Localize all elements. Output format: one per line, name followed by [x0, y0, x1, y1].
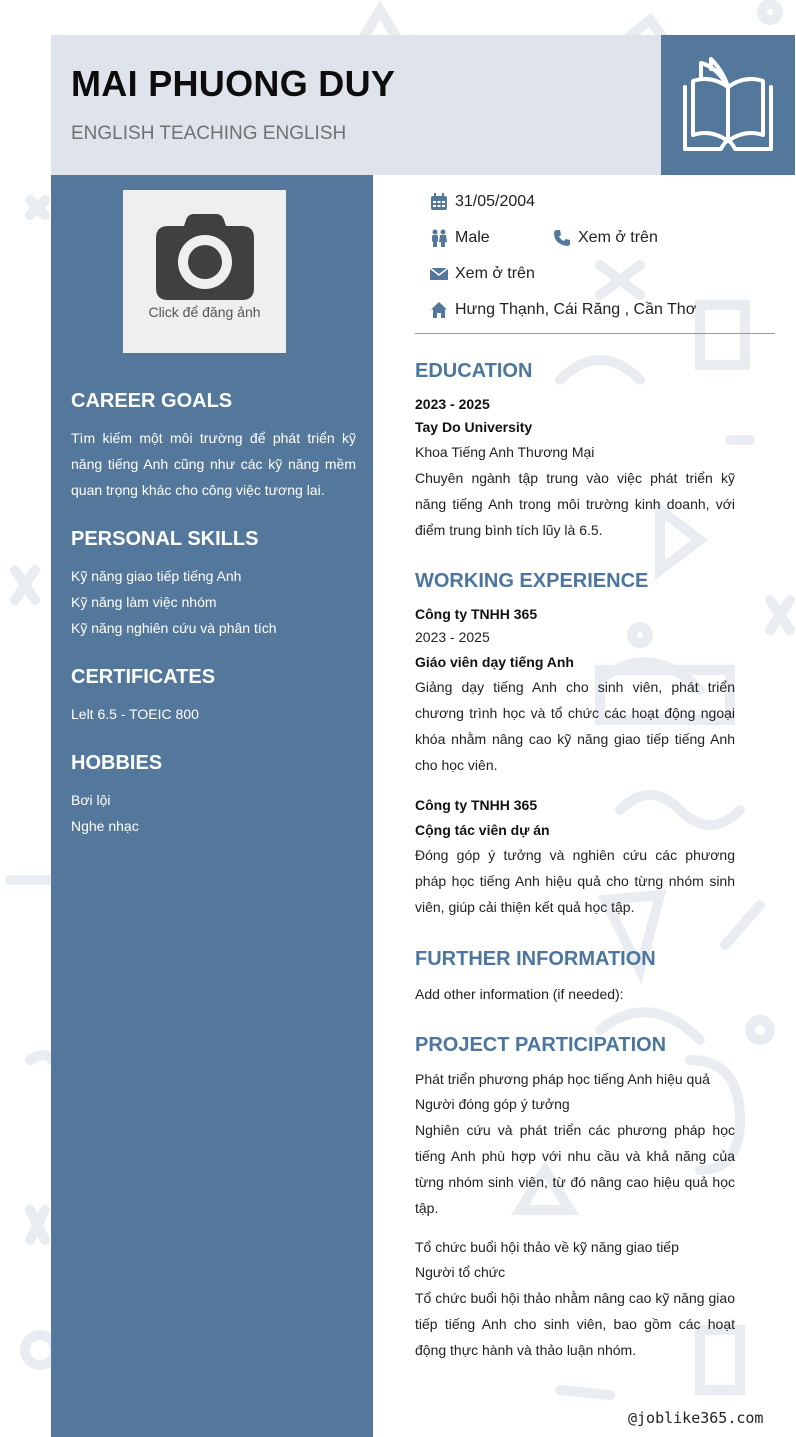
experience-section — [415, 570, 735, 932]
candidate-name: MAI PHUONG DUY — [71, 63, 396, 104]
phone-icon — [553, 229, 571, 247]
email-icon — [430, 265, 448, 283]
education-school: Tay Do University — [415, 419, 533, 435]
hobby-item: Bơi lội — [71, 792, 111, 808]
project-description: Tổ chức buổi hội thảo nhằm nâng cao kỹ năng giao tiếp tiếng Anh cho sinh viên, bao gồm các hoạt động thực hành và thảo luận nhóm. — [415, 1290, 735, 1358]
project-name: Phát triển phương pháp học tiếng Anh hiệu quả — [415, 1071, 710, 1087]
career-goals-text: Tìm kiếm một môi trường để phát triển kỹ năng tiếng Anh cũng như các kỹ năng mềm quan trọng khác cho công việc tương lai. — [71, 430, 356, 498]
personal-skills-heading: PERSONAL SKILLS — [71, 528, 259, 550]
address-value: Hưng Thạnh, Cái Răng , Cần Thơ — [455, 301, 697, 318]
contact-address — [430, 298, 696, 322]
further-info-text: Add other information (if needed): — [415, 986, 624, 1002]
contact-birthday — [430, 190, 535, 214]
project-role: Người tổ chức — [415, 1264, 506, 1280]
photo-caption: Click để đăng ảnh — [148, 304, 261, 320]
email-value: Xem ở trên — [455, 265, 535, 282]
logo-box — [661, 35, 795, 175]
personal-skills-section — [71, 528, 356, 641]
gender-icon — [430, 229, 448, 247]
project-role: Người đóng góp ý tưởng — [415, 1096, 570, 1112]
experience-item — [415, 794, 735, 920]
contact-gender — [430, 226, 490, 250]
career-goals-heading: CAREER GOALS — [71, 390, 233, 412]
experience-item — [415, 603, 735, 778]
experience-position: Cộng tác viên dự án — [415, 822, 550, 838]
further-info-heading: FURTHER INFORMATION — [415, 948, 656, 970]
birthday-value: 31/05/2004 — [455, 193, 536, 210]
experience-description: Giảng dạy tiếng Anh cho sinh viên, phát triển chương trình học và tổ chức các hoạt động ngoại khóa nhằm nâng cao kỹ năng giao tiếp tiếng Anh cho học viên. — [415, 679, 735, 773]
project-item — [415, 1067, 735, 1221]
certificate-item: Lelt 6.5 - TOEIC 800 — [71, 706, 199, 722]
hobbies-heading: HOBBIES — [71, 752, 163, 774]
watermark: @joblike365.com — [628, 1409, 764, 1427]
sidebar — [51, 175, 373, 1437]
experience-period: 2023 - 2025 — [415, 629, 490, 645]
career-goals-section — [71, 390, 356, 503]
education-period: 2023 - 2025 — [415, 396, 490, 412]
certificates-heading: CERTIFICATES — [71, 666, 216, 688]
projects-heading: PROJECT PARTICIPATION — [415, 1034, 667, 1056]
skill-item: Kỹ năng nghiên cứu và phân tích — [71, 620, 277, 636]
education-section — [415, 360, 735, 543]
education-heading: EDUCATION — [415, 360, 533, 382]
experience-heading: WORKING EXPERIENCE — [415, 570, 649, 592]
profile-photo-upload[interactable] — [123, 190, 286, 353]
experience-description: Đóng góp ý tưởng và nghiên cứu các phương pháp học tiếng Anh hiệu quả cho từng nhóm sinh viên, giúp cải thiện kết quả học tập. — [415, 847, 735, 915]
project-item — [415, 1235, 735, 1363]
contact-divider — [415, 333, 775, 334]
projects-section — [415, 1034, 735, 1375]
phone-value: Xem ở trên — [578, 229, 658, 246]
job-title: ENGLISH TEACHING ENGLISH — [71, 123, 347, 144]
education-major: Khoa Tiếng Anh Thương Mại — [415, 444, 595, 460]
gender-value: Male — [455, 229, 490, 246]
experience-company: Công ty TNHH 365 — [415, 797, 538, 813]
skill-item: Kỹ năng giao tiếp tiếng Anh — [71, 568, 242, 584]
project-description: Nghiên cứu và phát triển các phương pháp học tiếng Anh phù hợp với nhu cầu và khả năng của từng nhóm sinh viên, từ đó nâng cao hiệu quả học tập. — [415, 1122, 735, 1216]
experience-company: Công ty TNHH 365 — [415, 606, 538, 622]
experience-position: Giáo viên dạy tiếng Anh — [415, 654, 574, 670]
hobby-item: Nghe nhạc — [71, 818, 139, 834]
further-info-section — [415, 948, 735, 1007]
contact-email — [430, 262, 535, 286]
hobbies-section — [71, 752, 356, 839]
resume-header — [51, 35, 661, 175]
contact-phone — [553, 226, 658, 250]
project-name: Tổ chức buổi hội thảo về kỹ năng giao tiếp — [415, 1239, 679, 1255]
camera-icon — [156, 214, 254, 300]
open-book-icon — [681, 57, 775, 153]
skill-item: Kỹ năng làm việc nhóm — [71, 594, 217, 610]
certificates-section — [71, 666, 356, 727]
home-icon — [430, 301, 448, 319]
calendar-icon — [430, 193, 448, 211]
education-description: Chuyên ngành tập trung vào việc phát triển kỹ năng tiếng Anh trong môi trường kinh doanh, với điểm trung bình tích lũy là 6.5. — [415, 470, 735, 538]
